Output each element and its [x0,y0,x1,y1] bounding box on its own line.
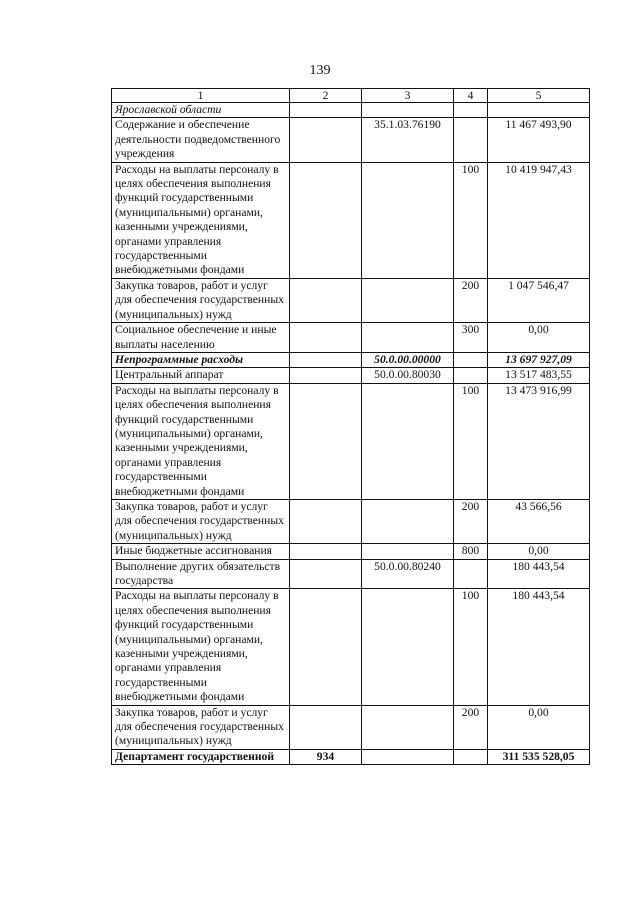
table-cell-c5: 1 047 546,47 [488,278,590,322]
table-cell-c3: 35.1.03.76190 [362,118,454,162]
table-cell-c1: Расходы на выплаты персоналу в целях обеспечения выполнения функций государственными (муниципальными) органами, казенными учреждениями, органами управления государственными внебюджетными фондами [112,162,290,278]
column-header: 5 [488,89,590,103]
table-header-row [112,89,590,103]
table-cell-c4: 300 [454,323,488,353]
table-cell-c1: Содержание и обеспечение деятельности подведомственного учреждения [112,118,290,162]
table-row [112,103,590,118]
table-cell-c2 [290,383,362,499]
table-cell-c3 [362,278,454,322]
table-cell-c3 [362,544,454,559]
table-cell-c2 [290,162,362,278]
table-cell-c3 [362,705,454,749]
table-cell-c2 [290,278,362,322]
table-cell-c4 [454,352,488,367]
table-cell-c3: 50.0.00.00000 [362,352,454,367]
table-cell-c3 [362,589,454,705]
table-cell-c2 [290,118,362,162]
budget-table [111,88,590,765]
table-cell-c1: Выполнение других обязательств государства [112,559,290,589]
table-cell-c5: 180 443,54 [488,589,590,705]
table-row [112,118,590,162]
table-cell-c1: Закупка товаров, работ и услуг для обеспечения государственных (муниципальных) нужд [112,278,290,322]
table-cell-c4 [454,118,488,162]
table-cell-c2 [290,499,362,543]
table-cell-c5: 13 697 927,09 [488,352,590,367]
table-cell-c2 [290,103,362,118]
page-number: 139 [309,63,331,78]
table-cell-c5: 0,00 [488,323,590,353]
column-header: 3 [362,89,454,103]
table-cell-c4: 200 [454,705,488,749]
table-row [112,589,590,705]
table-cell-c5: 13 473 916,99 [488,383,590,499]
table-cell-c2 [290,544,362,559]
table-cell-c4: 100 [454,589,488,705]
table-row [112,352,590,367]
table-cell-c3 [362,323,454,353]
table-cell-c4: 200 [454,278,488,322]
table-cell-c2 [290,705,362,749]
table-cell-c1: Расходы на выплаты персоналу в целях обеспечения выполнения функций государственными (муниципальными) органами, казенными учреждениями, органами управления государственными внебюджетными фондами [112,589,290,705]
table-cell-c1: Департамент государственной [112,749,290,764]
table-row [112,162,590,278]
table-cell-c1: Расходы на выплаты персоналу в целях обеспечения выполнения функций государственными (муниципальными) органами, казенными учреждениями, органами управления государственными внебюджетными фондами [112,383,290,499]
table-cell-c4: 200 [454,499,488,543]
table-cell-c1: Закупка товаров, работ и услуг для обеспечения государственных (муниципальных) нужд [112,705,290,749]
table-cell-c2 [290,589,362,705]
table-cell-c3 [362,499,454,543]
table-cell-c2 [290,559,362,589]
table-cell-c4 [454,559,488,589]
column-header: 4 [454,89,488,103]
table-cell-c2 [290,368,362,383]
table-cell-c3: 50.0.00.80030 [362,368,454,383]
table-cell-c3: 50.0.00.80240 [362,559,454,589]
table-row [112,705,590,749]
table-cell-c5: 10 419 947,43 [488,162,590,278]
table-row [112,749,590,764]
table-row [112,559,590,589]
table-cell-c4 [454,103,488,118]
table-cell-c1: Центральный аппарат [112,368,290,383]
table-cell-c2 [290,323,362,353]
table-cell-c4 [454,368,488,383]
table-cell-c1: Непрограммные расходы [112,352,290,367]
table-cell-c3 [362,749,454,764]
table-cell-c1: Ярославской области [112,103,290,118]
table-row [112,278,590,322]
table-cell-c3 [362,103,454,118]
table-row [112,323,590,353]
table-cell-c4: 100 [454,383,488,499]
table-cell-c2 [290,352,362,367]
table-row [112,383,590,499]
table-cell-c3 [362,162,454,278]
table-cell-c1: Социальное обеспечение и иные выплаты населению [112,323,290,353]
table-cell-c1: Иные бюджетные ассигнования [112,544,290,559]
table-cell-c3 [362,383,454,499]
table-cell-c5: 43 566,56 [488,499,590,543]
table-cell-c4: 800 [454,544,488,559]
table-cell-c5: 0,00 [488,705,590,749]
table-cell-c5: 11 467 493,90 [488,118,590,162]
table-cell-c2: 934 [290,749,362,764]
table-cell-c5 [488,103,590,118]
table-cell-c5: 0,00 [488,544,590,559]
table-cell-c4 [454,749,488,764]
table-cell-c5: 180 443,54 [488,559,590,589]
column-header: 1 [112,89,290,103]
table-cell-c4: 100 [454,162,488,278]
table-cell-c1: Закупка товаров, работ и услуг для обеспечения государственных (муниципальных) нужд [112,499,290,543]
table-cell-c5: 13 517 483,55 [488,368,590,383]
table-row [112,499,590,543]
table-row [112,368,590,383]
column-header: 2 [290,89,362,103]
table-cell-c5: 311 535 528,05 [488,749,590,764]
table-row [112,544,590,559]
